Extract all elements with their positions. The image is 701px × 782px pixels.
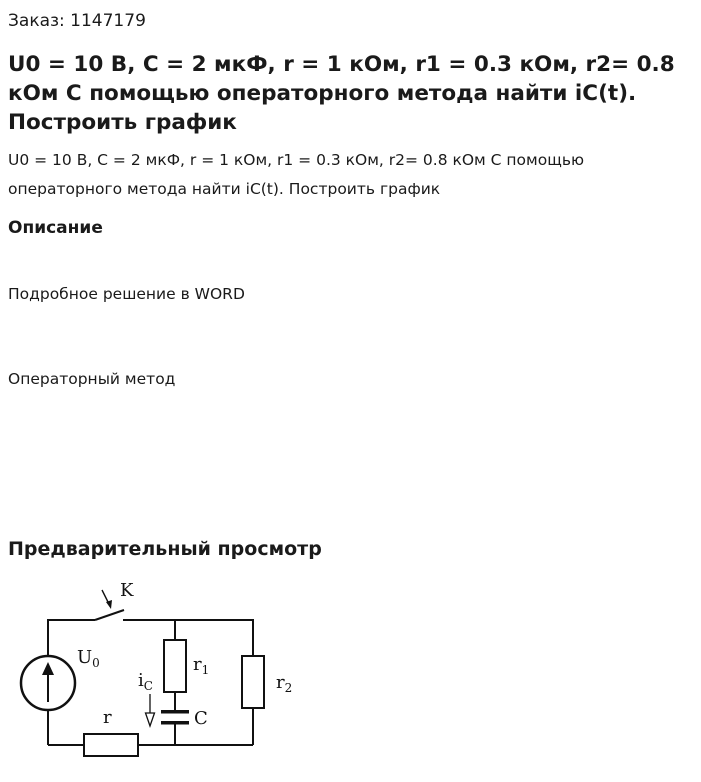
description-line-word: Подробное решение в WORD xyxy=(8,285,245,303)
capacitor-plate-top xyxy=(161,710,189,714)
label-resistor-r: r xyxy=(103,707,112,728)
page-title: U0 = 10 В, C = 2 мкФ, r = 1 кОм, r1 = 0.3 кОм, r2= 0.8 кОм С помощью операторного метода найти iC(t). Построить график xyxy=(8,52,675,135)
description-line-method: Операторный метод xyxy=(8,370,176,388)
label-resistor-r1: $r_1$ xyxy=(193,654,210,677)
circuit-diagram xyxy=(0,568,320,768)
label-capacitor: C xyxy=(194,708,208,729)
label-source-subscript: 0 xyxy=(92,656,100,670)
current-arrow-head xyxy=(146,713,155,726)
resistor-r xyxy=(84,734,138,756)
label-source: $U_0$ xyxy=(77,647,100,670)
label-resistor-r2: $r_2$ xyxy=(276,672,293,695)
label-r2-subscript: 2 xyxy=(284,681,293,695)
resistor-r1 xyxy=(164,640,186,692)
label-r1-subscript: 1 xyxy=(201,663,210,677)
capacitor-plate-bottom xyxy=(161,721,189,725)
order-number: Заказ: 1147179 xyxy=(8,11,146,31)
switch-blade xyxy=(95,610,124,620)
page-subtitle: U0 = 10 В, C = 2 мкФ, r = 1 кОм, r1 = 0.3 кОм, r2= 0.8 кОм С помощью операторного метода найти iC(t). Построить график xyxy=(8,151,584,198)
preview-heading: Предварительный просмотр xyxy=(8,538,322,560)
label-current-subscript: C xyxy=(143,679,153,693)
label-current: $i_C$ xyxy=(138,670,153,693)
resistor-r2 xyxy=(242,656,264,708)
description-heading: Описание xyxy=(8,218,103,238)
label-switch: K xyxy=(120,580,134,601)
